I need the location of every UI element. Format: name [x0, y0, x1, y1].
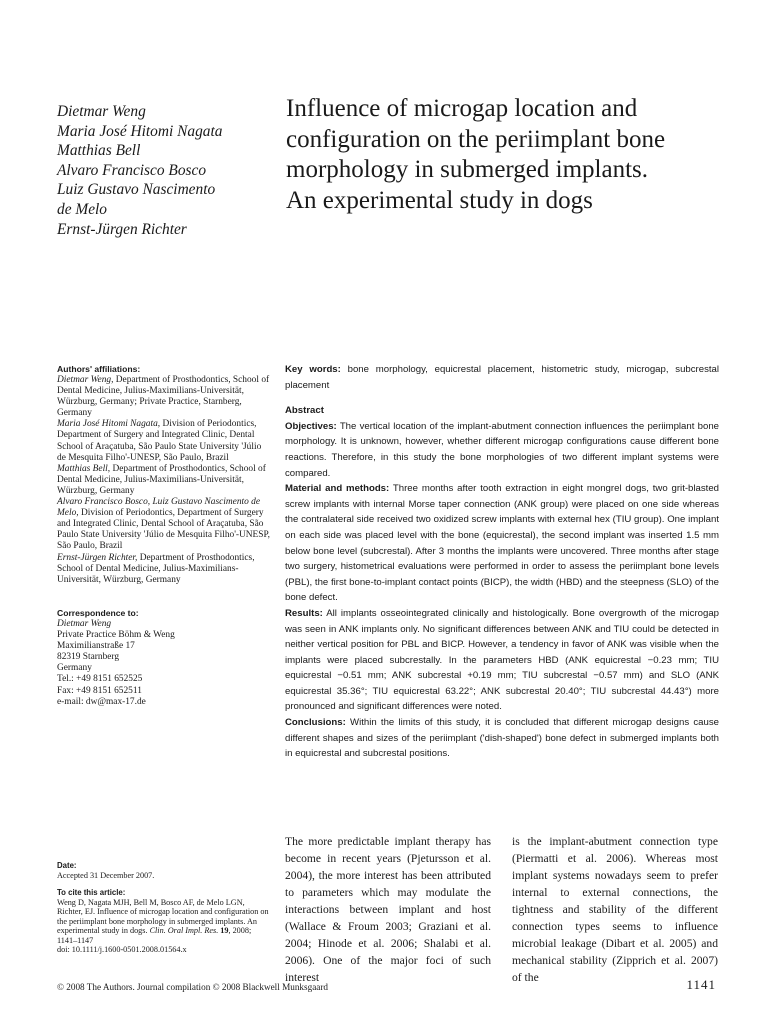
title-line: An experimental study in dogs — [286, 186, 593, 214]
affiliation-entry: Alvaro Francisco Bosco, Luiz Gustavo Nascimento de Melo, Division of Periodontics, Department of Surgery and Integrated Clinic, Dental School of Araçatuba, São Paulo State University 'Júlio de Mesquita Filho'-UNESP, São Paulo, Brazil — [57, 497, 271, 552]
author-name: Matthias Bell — [57, 142, 141, 160]
correspondence-phone: Tel.: +49 8151 652525 — [57, 674, 143, 685]
affiliation-entry: Ernst-Jürgen Richter, Department of Prosthodontics, School of Dental Medicine, Julius-Maximilians-Universität, Würzburg, Germany — [57, 552, 255, 585]
abstract-methods: Material and methods: Three months after tooth extraction in eight mongrel dogs, two grit-blasted screw implants with internal Morse taper connection (ANK group) were placed on one side whereas the contralateral side received two oxidized screw implants with external hex (TIU group). One implant on each side was placed level with the bone (equicrestal), the second implant was inserted 1.5 mm below bone level (subcrestal). After 3 months the implants were uncovered. Three months after stage two surgery, histometrical evaluations were performed in order to assess the periimplant bone levels (PBL), the first bone-to-implant contact points (BICP), the width (HBD) and the steepness (SLO) of the bone defect. — [285, 483, 719, 604]
body-paragraph: The more predictable implant therapy has become in recent years (Pjetursson et al. 2004), the more interest has been attributed to parameters which may modulate the interactions between implant and host (Wallace & Froum 2003; Graziani et al. 2004; Hinode et al. 2006; Shalabi et al. 2006). One of the major foci of such interest — [285, 835, 491, 984]
correspondence-line: Germany — [57, 663, 92, 674]
affiliations-label: Authors' affiliations: — [57, 364, 141, 374]
author-name: Alvaro Francisco Bosco — [57, 161, 207, 179]
author-name: de Melo — [57, 200, 107, 218]
title-line: Influence of microgap location and — [286, 95, 638, 122]
correspondence — [57, 607, 272, 708]
author-list — [57, 102, 272, 239]
citation-text: Weng D, Nagata MJH, Bell M, Bosco AF, de Melo LGN, Richter, EJ. Influence of microgap location and configuration on the periimplant bone morphology in submerged implants. An experimental study in dogs. Clin. Oral Impl. Res. 19, 2008; 1141–1147 — [57, 897, 269, 945]
keywords: Key words: bone morphology, equicrestal placement, histometric study, microgap, subcrestal placement — [285, 364, 719, 391]
correspondence-line: Maximilianstraße 17 — [57, 641, 135, 652]
title-line: morphology in submerged implants. — [286, 156, 649, 184]
abstract-objectives: Objectives: The vertical location of the implant-abutment connection influences the periimplant bone morphology. It is unknown, however, whether different microgap configurations cause different bone reactions. Therefore, in this study the bone morphologies of two different implant systems were compared. — [285, 420, 719, 479]
title-line: configuration on the periimplant bone — [286, 125, 666, 153]
correspondence-fax: Fax: +49 8151 652511 — [57, 685, 142, 696]
affiliation-entry: Dietmar Weng, Department of Prosthodontics, School of Dental Medicine, Julius-Maximilians-Universität, Würzburg, Germany; Private Practice, Starnberg, Germany — [57, 375, 270, 419]
author-name: Luiz Gustavo Nascimento — [57, 181, 216, 199]
body-column-left — [285, 833, 491, 986]
correspondence-email: e-mail: dw@max-17.de — [57, 696, 146, 707]
body-column-right — [512, 833, 718, 986]
author-name: Maria José Hitomi Nagata — [57, 122, 223, 140]
body-paragraph: is the implant-abutment connection type (Piermatti et al. 2006). Whereas most implant systems nowadays seem to prefer internal to external connections, the tightness and stability of the different connection types seems to influence microbial leakage (Dibart et al. 2005) and mechanical stability (Zipprich et al. 2007) of the — [512, 835, 718, 984]
correspondence-label: Correspondence to: — [57, 608, 139, 618]
abstract-heading: Abstract — [285, 405, 324, 417]
correspondence-line: Private Practice Böhm & Weng — [57, 630, 175, 641]
author-name: Ernst-Jürgen Richter — [57, 220, 187, 238]
article-dates — [57, 861, 272, 955]
abstract-conclusions: Conclusions: Within the limits of this study, it is concluded that different microgap designs cause different shapes and sizes of the periimplant ('dish-shaped') bone defect in submerged implants both in equicrestal and subcrestal positions. — [285, 717, 719, 760]
page-number: 1141 — [686, 977, 716, 992]
date-label: Date: — [57, 861, 77, 870]
copyright-footer: © 2008 The Authors. Journal compilation © 2008 Blackwell Munksgaard — [57, 982, 329, 992]
affiliation-entry: Maria José Hitomi Nagata, Division of Periodontics, Department of Surgery and Integrated Clinic, Dental School of Araçatuba, São Paulo State University 'Júlio de Mesquita Filho'-UNESP, São Paulo, Brazil — [57, 419, 262, 463]
accepted-date: Accepted 31 December 2007. — [57, 871, 155, 880]
abstract-section — [285, 362, 719, 762]
correspondence-name: Dietmar Weng — [57, 619, 112, 629]
correspondence-line: 82319 Starnberg — [57, 652, 120, 663]
abstract-results: Results: All implants osseointegrated clinically and histologically. Bone overgrowth of the microgap was seen in ANK implants only. No significant differences between ANK and TIU could be detected in neither vertical position for PBL and BICP. However, a tendency in favor of ANK was visible when the implants were placed subcrestally. In the parameters HBD (ANK equicrestal −0.23 mm; TIU equicrestal −0.51 mm; ANK subcrestal +0.19 mm; TIU subcrestal −0.57 mm) and SLO (ANK equicrestal 35.36°; TIU equicrestal 63.22°; ANK subcrestal 20.40°; TIU subcrestal 44.43°) more pronounced and significant differences were noted. — [285, 607, 719, 713]
article-title — [286, 94, 746, 216]
affiliation-entry: Matthias Bell, Department of Prosthodontics, School of Dental Medicine, Julius-Maximilians-Universität, Würzburg, Germany — [57, 463, 266, 496]
authors-affiliations — [57, 363, 272, 586]
cite-label: To cite this article: — [57, 887, 126, 897]
author-name: Dietmar Weng — [57, 103, 146, 120]
doi: doi: 10.1111/j.1600-0501.2008.01564.x — [57, 945, 187, 954]
